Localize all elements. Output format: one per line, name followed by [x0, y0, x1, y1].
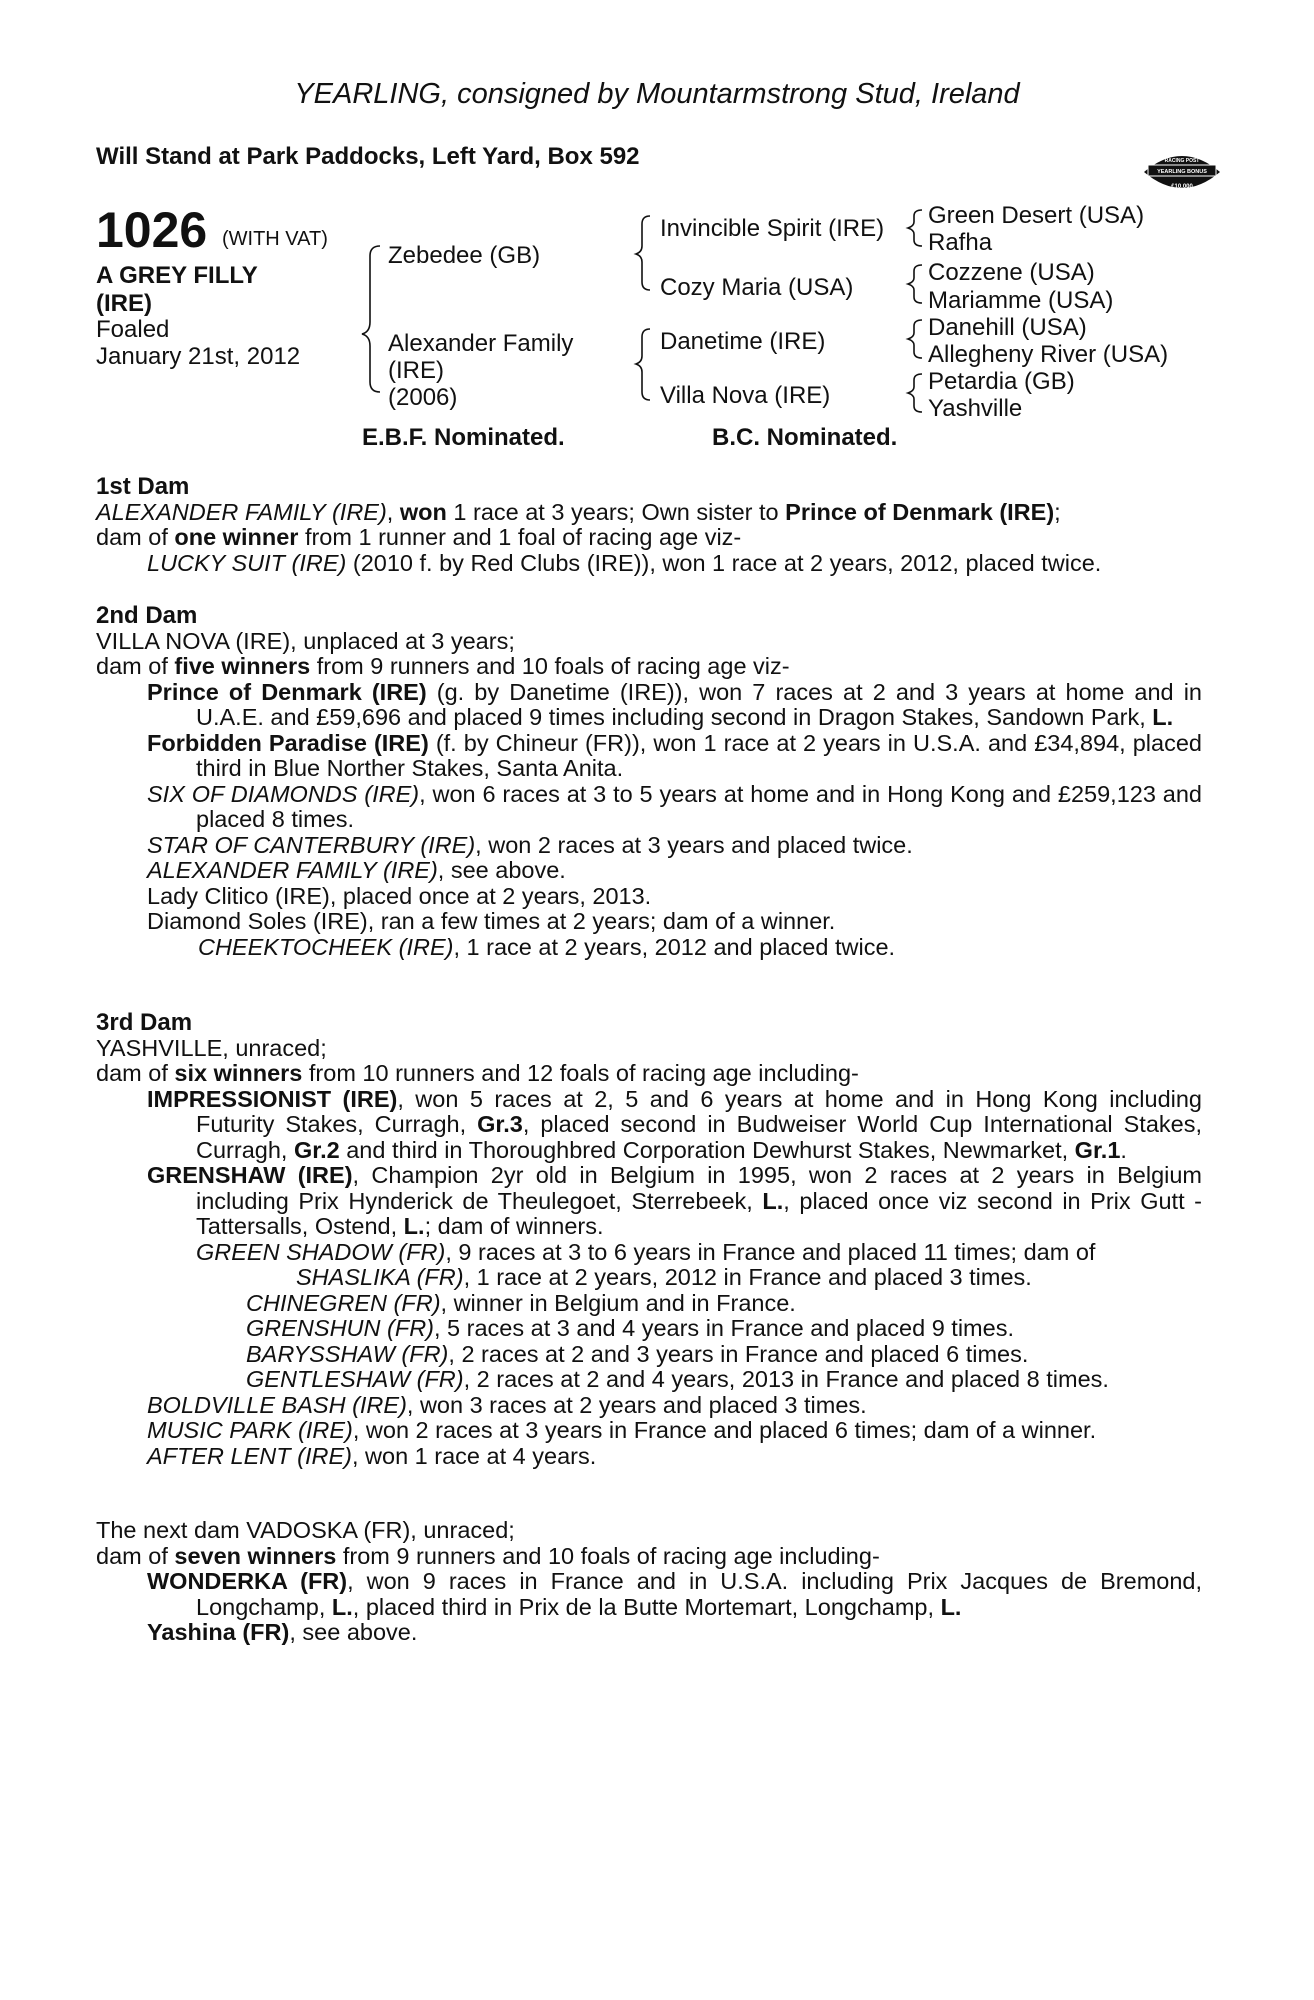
bc-nominated: B.C. Nominated.: [712, 424, 898, 451]
foaled-date: January 21st, 2012: [96, 343, 301, 370]
pedigree-sire: Zebedee (GB): [388, 242, 541, 269]
text: from 10 runners and 12 foals of racing age including-: [302, 1060, 859, 1086]
text: MUSIC PARK (IRE): [147, 1417, 353, 1443]
text: , won 2 races at 3 years and placed twice.: [475, 831, 913, 858]
text: , 1 race at 2 years, 2012 in France and placed 3 times.: [463, 1264, 1032, 1290]
badge-mid-text: YEARLING BONUS: [1157, 169, 1207, 175]
text: IMPRESSIONIST (IRE): [147, 1085, 398, 1112]
text: Gr.2: [293, 1136, 340, 1163]
text: GENTLESHAW (FR): [246, 1366, 464, 1392]
stand-location: Will Stand at Park Paddocks, Left Yard, Box 592: [96, 143, 640, 170]
third-dam-grandprogeny-5: [96, 1367, 1202, 1393]
bracket-gen3-3: [908, 320, 922, 358]
bracket-gen1: [362, 246, 380, 392]
text: , winner in Belgium and in France.: [440, 1289, 796, 1316]
text: L.: [403, 1213, 425, 1239]
text: AFTER LENT (IRE): [147, 1442, 352, 1469]
text: GREEN SHADOW (FR): [196, 1238, 446, 1265]
first-dam-name: ALEXANDER FAMILY (IRE): [96, 498, 387, 525]
third-dam-progeny-4: [96, 1418, 1202, 1444]
pedigree-brackets: [0, 0, 1314, 460]
text: STAR OF CANTERBURY (IRE): [147, 831, 476, 858]
pedigree-sire-sire: Invincible Spirit (IRE): [660, 215, 885, 242]
lot-number: 1026: [96, 202, 208, 258]
text: from 9 runners and 10 foals of racing age viz-: [310, 653, 790, 679]
next-dam-line1: The next dam VADOSKA (FR), unraced;: [96, 1517, 515, 1543]
text: , Champion 2yr old in Belgium in 1995, won 2 races at 2 years in Belgium including Prix Hynderick de Theulegoet, Sterrebeek,: [196, 1162, 1203, 1214]
second-dam-progeny-2: [96, 731, 1202, 782]
text: BARYSSHAW (FR): [246, 1340, 449, 1367]
text: (f. by Chineur (FR)), won 1 race at 2 years in U.S.A. and £34,894, placed third in Blue Norther Stakes, Santa Anita.: [196, 729, 1202, 781]
text: ;: [1054, 498, 1061, 525]
second-dam-line2: [96, 654, 1202, 680]
pedigree-gg3: Cozzene (USA): [928, 259, 1095, 286]
text: CHINEGREN (FR): [246, 1289, 441, 1316]
second-dam-progeny-6: Lady Clitico (IRE), placed once at 2 years, 2013.: [147, 882, 652, 909]
pedigree-dam-line1: Alexander Family: [388, 330, 574, 357]
bracket-gen3-4: [908, 374, 922, 412]
text: .: [1120, 1136, 1127, 1163]
text: GRENSHUN (FR): [246, 1315, 434, 1341]
text: , placed once viz second in Prix Gutt - Tattersalls, Ostend,: [196, 1187, 1202, 1239]
text: SHASLIKA (FR): [296, 1264, 464, 1290]
second-dam-line1: VILLA NOVA (IRE), unplaced at 3 years;: [96, 627, 515, 654]
second-dam-progeny-5: [96, 858, 1202, 884]
pedigree-gg5: Danehill (USA): [928, 314, 1087, 341]
third-dam-progeny-3: [96, 1393, 1202, 1419]
second-dam-grandprogeny-1: [96, 935, 1202, 961]
third-dam-grandprogeny-3: [96, 1316, 1202, 1342]
text: (2010 f. by Red Clubs (IRE)), won 1 race at 2 years, 2012, placed twice.: [346, 549, 1102, 576]
text: , won 2 races at 3 years in France and placed 6 times; dam of a winner.: [352, 1417, 1097, 1443]
text: , won 1 race at 4 years.: [351, 1442, 597, 1469]
text: Prince of Denmark (IRE): [147, 678, 427, 705]
first-dam-line2: [96, 525, 1202, 551]
third-dam-section: [96, 1010, 1202, 1469]
text: , placed third in Prix de la Butte Mortemart, Longchamp,: [352, 1593, 941, 1620]
next-dam-progeny-2: [96, 1620, 1202, 1646]
third-dam-grandprogeny-2: [96, 1291, 1202, 1317]
text: , won 3 races at 2 years and placed 3 times.: [406, 1391, 867, 1418]
pedigree-gg4: Mariamme (USA): [928, 287, 1114, 314]
bracket-gen3-1: [908, 210, 922, 246]
text: Gr.1: [1074, 1136, 1121, 1163]
pedigree-dam: [388, 330, 573, 411]
second-dam-section: [96, 603, 1202, 960]
text: , see above.: [437, 857, 566, 883]
text: won: [399, 498, 447, 525]
text: , won 5 races at 2, 5 and 6 years at home and in Hong Kong including Futurity Stakes, Curragh,: [196, 1085, 1202, 1137]
bracket-gen3-2: [908, 265, 922, 303]
text: from 1 runner and 1 foal of racing age viz-: [298, 524, 742, 550]
pedigree-dam-sire: Danetime (IRE): [660, 328, 826, 355]
second-dam-progeny-4: [96, 833, 1202, 859]
bracket-gen2-dam: [636, 329, 650, 400]
text: CHEEKTOCHEEK (IRE): [198, 933, 454, 960]
third-dam-heading: 3rd Dam: [96, 1009, 193, 1036]
text: , 9 races at 3 to 6 years in France and placed 11 times; dam of: [445, 1238, 1096, 1265]
text: dam of: [96, 524, 175, 550]
text: LUCKY SUIT (IRE): [147, 549, 347, 576]
text: , see above.: [289, 1619, 418, 1645]
text: from 9 runners and 10 foals of racing age including-: [336, 1542, 880, 1569]
text: ALEXANDER FAMILY (IRE): [147, 857, 438, 883]
third-dam-progeny-2: [96, 1163, 1202, 1240]
text: seven winners: [174, 1542, 337, 1569]
page-title: YEARLING, consigned by Mountarmstrong Stud, Ireland: [294, 78, 1020, 110]
text: L.: [1152, 704, 1174, 730]
text: (g. by Danetime (IRE)), won 7 races at 2 and 3 years at home and in U.A.E. and £59,696 and placed 9 times including second in Dragon Stakes, Sandown Park,: [196, 678, 1202, 730]
pedigree-gg2: Rafha: [928, 229, 993, 256]
text: Yashina (FR): [147, 1619, 290, 1645]
badge-top-text: RACING POST: [1164, 158, 1200, 164]
next-dam-line2: [96, 1544, 1202, 1570]
text: , 2 races at 2 and 4 years, 2013 in France and placed 8 times.: [463, 1366, 1109, 1392]
next-dam-section: [96, 1518, 1202, 1646]
text: , won 9 races in France and in U.S.A. including Prix Jacques de Bremond, Longchamp,: [196, 1568, 1203, 1620]
text: , 1 race at 2 years, 2012 and placed twice.: [453, 933, 896, 960]
second-dam-progeny-1: [96, 680, 1202, 731]
first-dam-heading: 1st Dam: [96, 473, 190, 500]
text: one winner: [174, 524, 299, 550]
sex-line-1: A GREY FILLY: [96, 262, 258, 289]
text: BOLDVILLE BASH (IRE): [147, 1391, 407, 1418]
foaled-label: Foaled: [96, 316, 170, 343]
vat-label: (WITH VAT): [222, 228, 328, 250]
text: dam of: [96, 1542, 175, 1569]
third-dam-line1: YASHVILLE, unraced;: [96, 1034, 327, 1061]
text: Forbidden Paradise (IRE): [147, 729, 429, 756]
bracket-gen2-sire: [636, 216, 650, 290]
first-dam-section: [96, 474, 1202, 576]
text: ; dam of winners.: [424, 1213, 604, 1239]
text: ,: [386, 498, 400, 525]
third-dam-grandprogeny-1: [96, 1240, 1202, 1291]
text: L.: [940, 1593, 962, 1620]
second-dam-progeny-7: Diamond Soles (IRE), ran a few times at 2 years; dam of a winner.: [147, 908, 836, 934]
text: six winners: [174, 1060, 303, 1086]
text: , 2 races at 2 and 3 years in France and placed 6 times.: [448, 1340, 1029, 1367]
text: GRENSHAW (IRE): [147, 1162, 353, 1188]
text: WONDERKA (FR): [147, 1568, 348, 1594]
third-dam-progeny-5: [96, 1444, 1202, 1470]
pedigree-sire-dam: Cozy Maria (USA): [660, 274, 854, 301]
text: , 5 races at 3 and 4 years in France and placed 9 times.: [434, 1315, 1014, 1341]
text: Gr.3: [477, 1111, 523, 1137]
second-dam-progeny-3: [96, 782, 1202, 833]
first-dam-progeny-1: [96, 551, 1202, 577]
text: dam of: [96, 653, 175, 679]
pedigree-gg6: Allegheny River (USA): [928, 341, 1169, 368]
text: , placed second in Budweiser World Cup International Stakes, Curragh,: [196, 1111, 1202, 1163]
pedigree-gg8: Yashville: [928, 395, 1023, 422]
third-dam-progeny-1: [96, 1087, 1202, 1164]
text: dam of: [96, 1060, 175, 1086]
third-dam-grandprogeny-4: [96, 1342, 1202, 1368]
badge-amount-text: £10,000: [1171, 184, 1193, 190]
third-dam-line2: [96, 1061, 1202, 1087]
text: L.: [762, 1187, 784, 1214]
text: L.: [331, 1593, 353, 1620]
pedigree-dam-dam: Villa Nova (IRE): [660, 382, 831, 409]
text: and third in Thoroughbred Corporation Dewhurst Stakes, Newmarket,: [339, 1136, 1075, 1163]
text: Prince of Denmark (IRE): [785, 498, 1055, 525]
pedigree-gg7: Petardia (GB): [928, 368, 1075, 395]
sex-line-2: (IRE): [96, 290, 152, 317]
second-dam-heading: 2nd Dam: [96, 602, 198, 629]
text: , won 6 races at 3 to 5 years at home and in Hong Kong and £259,123 and placed 8 times.: [196, 780, 1202, 832]
pedigree-dam-line2: (IRE): [388, 357, 444, 384]
next-dam-progeny-1: [96, 1569, 1202, 1620]
ebf-nominated: E.B.F. Nominated.: [362, 424, 565, 451]
pedigree-gg1: Green Desert (USA): [928, 202, 1145, 229]
first-dam-line1: [96, 500, 1202, 526]
text: 1 race at 3 years; Own sister to: [446, 498, 786, 525]
text: five winners: [174, 653, 311, 679]
pedigree-dam-line3: (2006): [388, 384, 458, 411]
text: SIX OF DIAMONDS (IRE): [147, 780, 420, 807]
